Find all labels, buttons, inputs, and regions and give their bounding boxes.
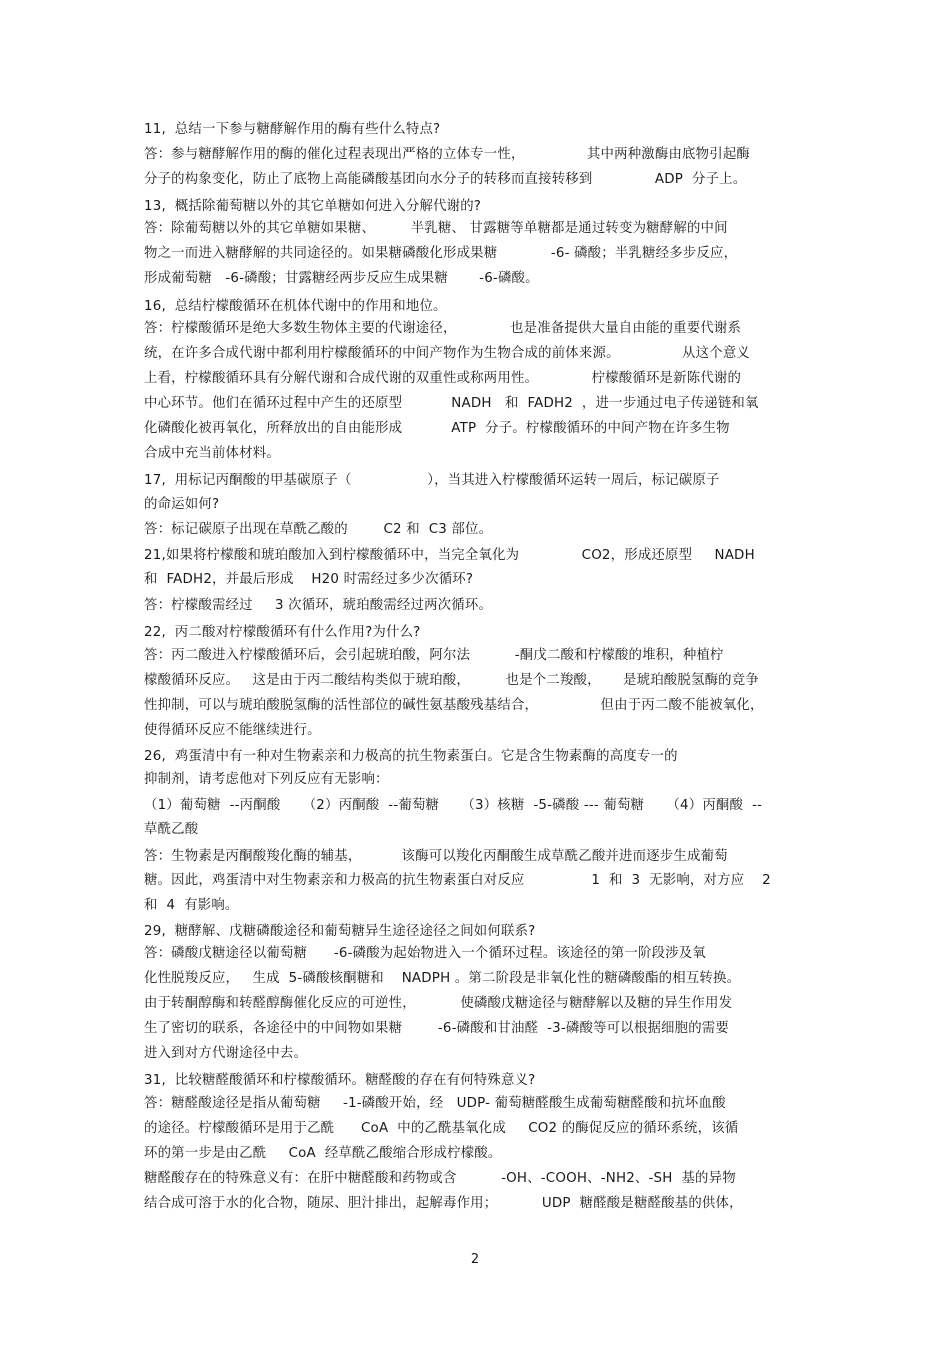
text-line: 糖。因此，鸡蛋清中对生物素亲和力极高的抗生物素蛋白对反应 1 和 3 无影响，对方应 2 bbox=[144, 873, 771, 888]
text-line: 31, 比较糖醛酸循环和柠檬酸循环。糖醛酸的存在有何特殊意义? bbox=[144, 1073, 536, 1088]
text-line: 答：柠檬酸需经过 3 次循环，琥珀酸需经过两次循环。 bbox=[144, 598, 493, 613]
text-line: 答：标记碳原子出现在草酰乙酸的 C2 和 C3 部位。 bbox=[144, 522, 493, 537]
text-line: 26, 鸡蛋清中有一种对生物素亲和力极高的抗生物素蛋白。它是含生物素酶的高度专一的 bbox=[144, 749, 678, 764]
text-line: 答：参与糖酵解作用的酶的催化过程表现出严格的立体专一性， 其中两种激酶由底物引起酶 bbox=[144, 147, 751, 162]
text-line: 合成中充当前体材料。 bbox=[144, 446, 280, 461]
text-line: 抑制剂，请考虑他对下列反应有无影响： bbox=[144, 772, 389, 787]
text-line: 答：糖醛酸途径是指从葡萄糖 -1-磷酸开始，经 UDP- 葡萄糖醛酸生成葡萄糖醛酸和抗坏血酸 bbox=[144, 1096, 726, 1111]
text-line: 结合成可溶于水的化合物，随尿、胆汁排出，起解毒作用； UDP 糖醛酸是糖醛酸基的供体， bbox=[144, 1196, 743, 1211]
text-line: 进入到对方代谢途径中去。 bbox=[144, 1046, 308, 1061]
text-line: 和 FADH2，并最后形成 H20 时需经过多少次循环? bbox=[144, 572, 474, 587]
text-line: 统，在许多合成代谢中都利用柠檬酸循环的中间产物作为生物合成的前体来源。 从这个意义 bbox=[144, 346, 751, 361]
text-line: 上看，柠檬酸循环具有分解代谢和合成代谢的双重性或称两用性。 柠檬酸循环是新陈代谢的 bbox=[144, 371, 742, 386]
text-line: 答：丙二酸进入柠檬酸循环后，会引起琥珀酸，阿尔法 -酮戊二酸和柠檬酸的堆积，种植柠 bbox=[144, 648, 724, 663]
text-line: 由于转酮醇酶和转醛醇酶催化反应的可逆性， 使磷酸戊糖途径与糖酵解以及糖的异生作用发 bbox=[144, 996, 733, 1011]
text-line: 化性脱羧反应， 生成 5-磷酸核酮糖和 NADPH 。第二阶段是非氧化性的糖磷酸酯的相互转换。 bbox=[144, 971, 741, 986]
text-line: 答：除葡萄糖以外的其它单糖如果糖、 半乳糖、 甘露糖等单糖都是通过转变为糖酵解的中间 bbox=[144, 221, 728, 236]
text-line: 17, 用标记丙酮酸的甲基碳原子（ ），当其进入柠檬酸循环运转一周后，标记碳原子 bbox=[144, 473, 720, 488]
text-line: 答：磷酸戊糖途径以葡萄糖 -6-磷酸为起始物进入一个循环过程。该途径的第一阶段涉及氧 bbox=[144, 946, 706, 961]
text-line: 29, 糖酵解、戊糖磷酸途径和葡萄糖异生途径途径之间如何联系? bbox=[144, 924, 536, 939]
text-line: 中心环节。他们在循环过程中产生的还原型 NADH 和 FADH2 ，进一步通过电子传递链和氧 bbox=[144, 396, 759, 411]
text-line: 11, 总结一下参与糖酵解作用的酶有些什么特点? bbox=[144, 122, 441, 137]
text-line: 分子的构象变化，防止了底物上高能磷酸基团向水分子的转移而直接转移到 ADP 分子上。 bbox=[144, 172, 747, 187]
text-line: 使得循环反应不能继续进行。 bbox=[144, 723, 321, 738]
text-line: 糖醛酸存在的特殊意义有：在肝中糖醛酸和药物或含 -OH、-COOH、-NH2、-SH 基的异物 bbox=[144, 1171, 736, 1186]
text-line: 檬酸循环反应。 这是由于丙二酸结构类似于琥珀酸， 也是个二羧酸， 是琥珀酸脱氢酶的竞争 bbox=[144, 673, 759, 688]
text-line: （1）葡萄糖 --丙酮酸 （2）丙酮酸 --葡萄糖 （3）核糖 -5-磷酸 --- 葡萄糖 （4）丙酮酸 -- bbox=[144, 798, 763, 813]
page-number: 2 bbox=[470, 1252, 480, 1267]
text-line: 性抑制，可以与琥珀酸脱氢酶的活性部位的碱性氨基酸残基结合， 但由于丙二酸不能被氧化， bbox=[144, 698, 764, 713]
text-line: 环的第一步是由乙酰 CoA 经草酰乙酸缩合形成柠檬酸。 bbox=[144, 1146, 502, 1161]
text-line: 和 4 有影响。 bbox=[144, 898, 239, 913]
text-line: 16, 总结柠檬酸循环在机体代谢中的作用和地位。 bbox=[144, 299, 447, 314]
text-line: 物之一而进入糖酵解的共同途径的。如果糖磷酸化形成果糖 -6- 磷酸；半乳糖经多步反应， bbox=[144, 246, 738, 261]
text-line: 形成葡萄糖 -6-磷酸；甘露糖经两步反应生成果糖 -6-磷酸。 bbox=[144, 271, 539, 286]
text-line: 答：生物素是丙酮酸羧化酶的辅基， 该酶可以羧化丙酮酸生成草酰乙酸并进而逐步生成葡萄 bbox=[144, 849, 728, 864]
text-line: 草酰乙酸 bbox=[144, 822, 199, 837]
text-line: 答：柠檬酸循环是绝大多数生物体主要的代谢途径， 也是准备提供大量自由能的重要代谢系 bbox=[144, 321, 742, 336]
text-line: 22, 丙二酸对柠檬酸循环有什么作用?为什么? bbox=[144, 625, 421, 640]
text-line: 化磷酸化被再氧化，所释放出的自由能形成 ATP 分子。柠檬酸循环的中间产物在许多生物 bbox=[144, 421, 730, 436]
text-line: 的途径。柠檬酸循环是用于乙酰 CoA 中的乙酰基氧化成 CO2 的酶促反应的循环系统，该循 bbox=[144, 1121, 739, 1136]
text-line: 的命运如何? bbox=[144, 497, 220, 512]
text-line: 13, 概括除葡萄糖以外的其它单糖如何进入分解代谢的? bbox=[144, 199, 482, 214]
text-line: 生了密切的联系，各途径中的中间物如果糖 -6-磷酸和甘油醛 -3-磷酸等可以根据细胞的需要 bbox=[144, 1021, 729, 1036]
text-line: 21,如果将柠檬酸和琥珀酸加入到柠檬酸循环中，当完全氧化为 CO2，形成还原型 NADH bbox=[144, 548, 755, 563]
